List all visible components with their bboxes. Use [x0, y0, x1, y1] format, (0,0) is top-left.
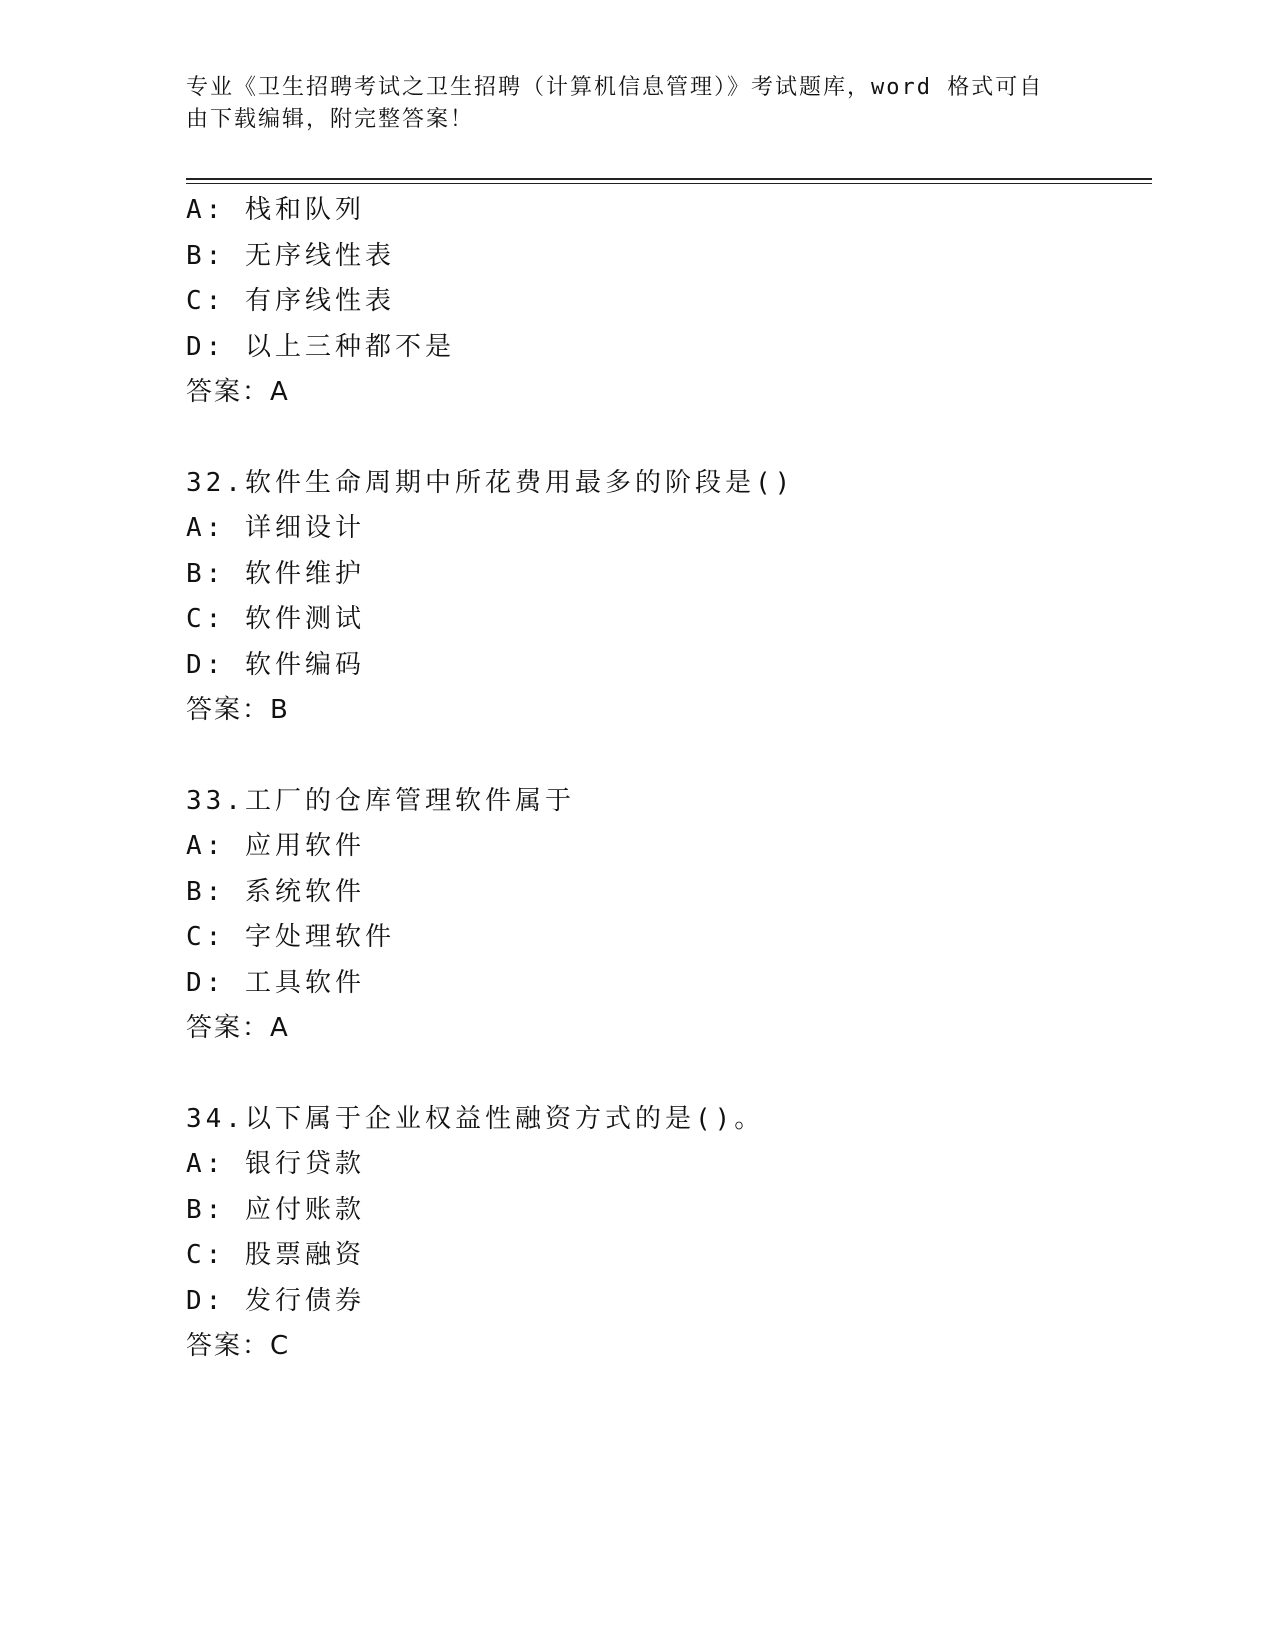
option-a: A: 应用软件 [186, 831, 365, 861]
option-a: A: 详细设计 [186, 513, 365, 543]
option-d: D: 发行债券 [186, 1285, 365, 1316]
question-stem: 33.工厂的仓库管理软件属于 [186, 785, 575, 816]
answer-line: 答案：A [186, 1013, 290, 1043]
spacer [186, 734, 1146, 779]
option-b: B: 软件维护 [186, 558, 365, 589]
header-line-1: 专业《卫生招聘考试之卫生招聘（计算机信息管理）》考试题库，word 格式可自 [186, 75, 1044, 100]
answer-line: 答案：B [186, 695, 290, 725]
spacer [186, 416, 1146, 461]
header-divider-thick [186, 178, 1152, 180]
question-block-31 [186, 188, 1146, 416]
option-b: B: 无序线性表 [186, 240, 395, 271]
option-d: D: 以上三种都不是 [186, 331, 455, 362]
option-d: D: 工具软件 [186, 967, 365, 998]
question-list [186, 188, 1146, 1370]
option-c: C: 股票融资 [186, 1240, 365, 1270]
option-c: C: 有序线性表 [186, 286, 395, 316]
option-d: D: 软件编码 [186, 649, 365, 680]
question-block-32 [186, 461, 1146, 734]
header-divider-thin [186, 183, 1152, 184]
option-b: B: 应付账款 [186, 1194, 365, 1225]
option-a: A: 栈和队列 [186, 195, 365, 225]
option-c: C: 软件测试 [186, 604, 365, 634]
option-b: B: 系统软件 [186, 876, 365, 907]
question-block-33 [186, 779, 1146, 1052]
option-c: C: 字处理软件 [186, 922, 395, 952]
answer-line: 答案：C [186, 1331, 291, 1361]
question-block-34 [186, 1097, 1146, 1370]
question-stem: 32.软件生命周期中所花费用最多的阶段是() [186, 467, 795, 498]
header-line-2: 由下载编辑，附完整答案！ [186, 107, 475, 132]
question-stem: 34.以下属于企业权益性融资方式的是()。 [186, 1103, 765, 1134]
document-header [186, 72, 1066, 136]
answer-line: 答案：A [186, 377, 290, 407]
option-a: A: 银行贷款 [186, 1149, 365, 1179]
spacer [186, 1052, 1146, 1097]
